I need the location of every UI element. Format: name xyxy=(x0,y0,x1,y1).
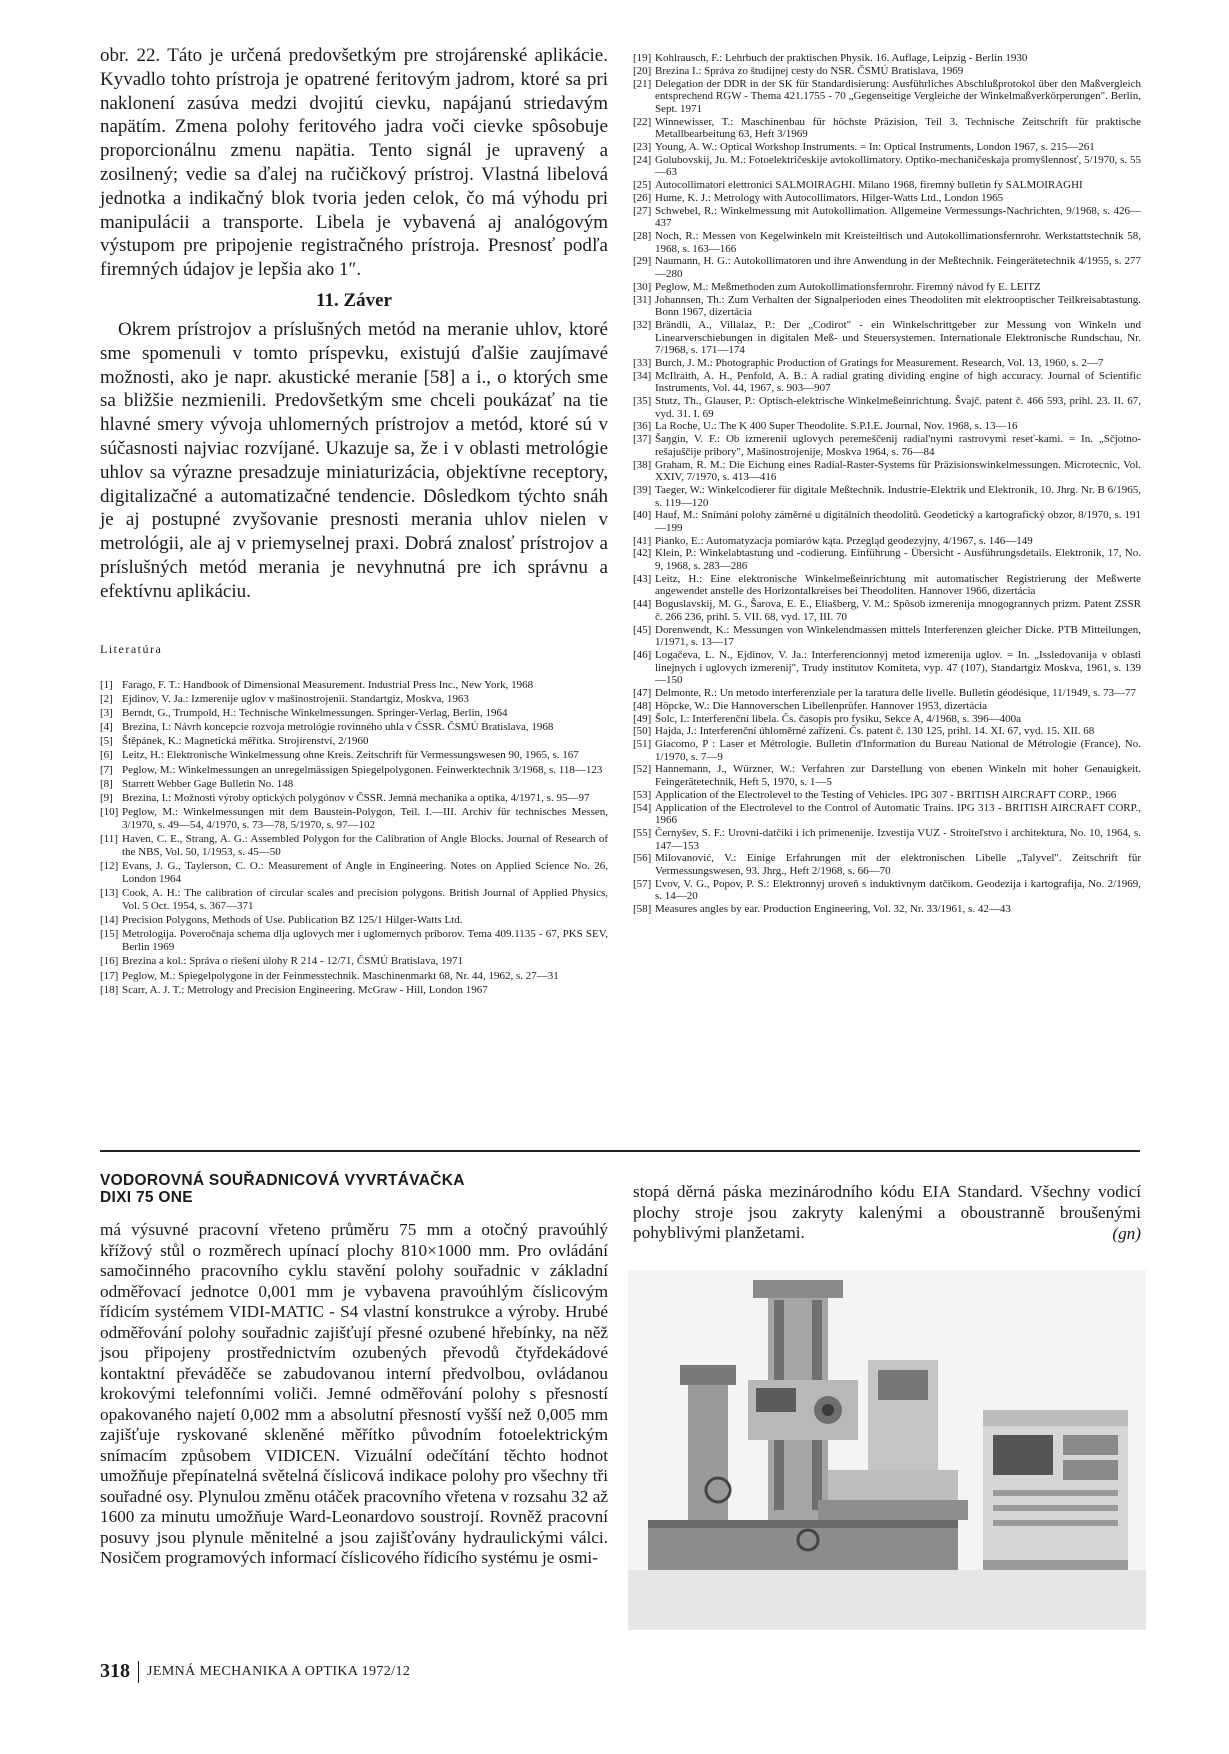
reference-item xyxy=(633,535,1141,548)
reference-text: Application of the Electrolevel to the Control of Automatic Trains. IPG 313 - BRITISH AIRCRAFT CORP., 1966 xyxy=(655,801,1141,827)
reference-number: [22] xyxy=(633,115,652,128)
reference-text: Burch, J. M.: Photographic Production of Gratings for Measurement. Research, Vol. 13, 1960, s. 2—7 xyxy=(655,356,1104,369)
reference-text: Černyšev, S. F.: Urovni-datčiki i ich primenenije. Izvestija VUZ - Stroiteľstvo i architektura, No. 10, 1964, s. 147—153 xyxy=(655,826,1141,852)
reference-item xyxy=(633,294,1141,319)
reference-text: Dorenwendt, K.: Messungen von Winkelendmassen mittels Interferenzen gleicher Dicke. PTB Mitteilungen, 1/1971, s. 13—17 xyxy=(655,623,1141,649)
reference-item xyxy=(633,192,1141,205)
reference-number: [49] xyxy=(633,712,652,725)
reference-number: [12] xyxy=(100,860,119,873)
section-heading: 11. Záver xyxy=(316,289,392,311)
reference-text: Ejdinov, V. Ja.: Izmerenije uglov v mašinostrojenii. Standartgiz, Moskva, 1963 xyxy=(122,692,469,705)
reference-list-left xyxy=(100,679,608,997)
reference-number: [43] xyxy=(633,572,652,585)
reference-item xyxy=(100,984,608,997)
reference-text: Brezina I.: Správa zo študijnej cesty do NSR. ČSMÚ Bratislava, 1969 xyxy=(655,64,964,77)
reference-number: [1] xyxy=(100,678,113,691)
machine-photo xyxy=(628,1270,1146,1630)
reference-item xyxy=(633,878,1141,903)
reference-number: [35] xyxy=(633,395,652,408)
reference-item xyxy=(633,319,1141,357)
reference-text: Taeger, W.: Winkelcodierer für digitale Meßtechnik. Industrie-Elektrik und Elektronik, 10. Jhrg. Nr. B 6/1965, s. 119—120 xyxy=(655,483,1141,509)
reference-number: [11] xyxy=(100,833,118,846)
reference-number: [32] xyxy=(633,318,652,331)
footer-divider xyxy=(138,1661,139,1683)
reference-item xyxy=(633,230,1141,255)
intro-paragraph: obr. 22. Táto je určená predovšetkým pre strojárenské aplikácie. Kyvadlo tohto prístroja je opatrené feritovým jadrom, ktoré sa pri naklonení zasúva medzi dvojitú cievku, napájanú striedavým napätím. Zmena polohy feritového jadra voči cievke spôsobuje proporcionálnu zmenu napätia. Tento signál je upravený a zosilnený; vedie sa ďalej na ručičkový prístroj. Vlastná libelová jednotka a indikačný blok tvoria jeden celok, čo má výhodu pri manipulácii a transporte. Libela je vybavená aj analógovým výstupom pre pripojenie registračného prístroja. Presnosť podľa firemných údajov je lepšia ako 1″. xyxy=(100,45,608,281)
reference-number: [3] xyxy=(100,706,113,719)
reference-item xyxy=(633,179,1141,192)
reference-number: [2] xyxy=(100,692,113,705)
reference-text: Starrett Webber Gage Bulletin No. 148 xyxy=(122,777,294,790)
reference-text: Noch, R.: Messen von Kegelwinkeln mit Kreisteiltisch und Autokollimationsfernrohr. Werkstattstechnik 58, 1968, s. 163—166 xyxy=(655,230,1141,255)
reference-text: Evans, J. G., Taylerson, C. O.: Measurement of Angle in Engineering. Notes on Applied Science No. 26, London 1964 xyxy=(122,860,608,885)
reference-text: Scarr, A. J. T.: Metrology and Precision Engineering. McGraw - Hill, London 1967 xyxy=(122,983,488,996)
reference-item xyxy=(633,484,1141,509)
reference-number: [57] xyxy=(633,877,652,890)
reference-number: [39] xyxy=(633,483,652,496)
reference-item xyxy=(633,370,1141,395)
reference-item xyxy=(633,281,1141,294)
reference-text: Precision Polygons, Methods of Use. Publication BZ 125/1 Hilger-Watts Ltd. xyxy=(122,914,463,927)
reference-item xyxy=(633,255,1141,280)
reference-text: Peglow, M.: Winkelmessungen an unregelmässigen Spiegelpolygonen. Feinwerktechnik 3/1968, s. 118—123 xyxy=(122,763,603,776)
reference-item xyxy=(633,763,1141,788)
reference-text: Johannsen, Th.: Zum Verhalten der Signalperioden eines Theodoliten mit elektrooptischer Teilkreisabtastung. Bonn 1967, dizertácia xyxy=(655,293,1141,319)
reference-number: [54] xyxy=(633,801,652,814)
section-divider xyxy=(100,1150,1140,1152)
reference-text: Graham, R. M.: Die Eichung eines Radial-Raster-Systems für Präzisionswinkelmessungen. Microtecnic, Vol. XXIV, 7/1970, s. 413—416 xyxy=(655,458,1141,484)
reference-item xyxy=(633,573,1141,598)
reference-text: Hannemann, J., Würzner, W.: Verfahren zur Darstellung von ebenen Winkeln mit hoher Genauigkeit. Feingerätetechnik, Heft 5, 1970, s. 1—5 xyxy=(655,763,1141,789)
reference-number: [8] xyxy=(100,777,113,790)
reference-number: [26] xyxy=(633,191,652,204)
reference-number: [28] xyxy=(633,230,652,242)
reference-item xyxy=(100,928,608,954)
reference-text: Peglow, M.: Meßmethoden zum Autokollimationsfernrohr. Firemný návod fy E. LEITZ xyxy=(655,280,1041,293)
reference-item xyxy=(633,395,1141,420)
reference-text: Stutz, Th., Glauser, P.: Optisch-elektrische Winkelmeßeinrichtung. Švajč. patent č. 466 593, prihl. 23. II. 67, vyd. 31. I. 69 xyxy=(655,395,1141,420)
reference-text: Štěpánek, K.: Magnetická měřítka. Strojírenství, 2/1960 xyxy=(122,735,369,748)
reference-text: Peglow, M.: Spiegelpolygone in der Feinmesstechnik. Maschinenmarkt 68, Nr. 44, 1962, s. 27—31 xyxy=(122,969,559,982)
reference-text: McIlraith, A. H., Penfold, A. B.: A radial grating dividing engine of high accuracy. Journal of Scientific Instruments, Vol. 44, 1967, s. 903—907 xyxy=(655,369,1141,395)
reference-text: Hauf, M.: Snímání polohy záměrné u digitálních theodolitů. Geodetický a kartografický obzor, 8/1970, s. 191—199 xyxy=(655,509,1141,534)
reference-item xyxy=(100,764,608,777)
reference-number: [36] xyxy=(633,420,652,433)
reference-text: Delmonte, R.: Un metodo interferenziale per la taratura delle livelle. Bulletin géodésique, 11/1949, s. 73—77 xyxy=(655,686,1137,699)
reference-number: [37] xyxy=(633,433,652,446)
reference-text: Peglow, M.: Winkelmessungen mit dem Baustein-Polygon, Teil. I.—III. Archiv für technisches Messen, 3/1970, s. 49—54, 4/1970, s. 73—78, 5/1970, s. 97—102 xyxy=(122,806,608,832)
reference-text: Hajda, J.: Interferenční úhloměrné zařízení. Čs. patent č. 130 125, prihl. 14. XI. 67, vyd. 15. XII. 68 xyxy=(655,725,1095,738)
reference-item xyxy=(100,679,608,692)
reference-item xyxy=(633,713,1141,726)
reference-number: [42] xyxy=(633,547,652,560)
reference-number: [10] xyxy=(100,806,119,819)
reference-item xyxy=(633,903,1141,916)
reference-item xyxy=(633,624,1141,649)
reference-number: [46] xyxy=(633,648,652,661)
reference-item xyxy=(633,598,1141,623)
reference-item xyxy=(100,693,608,706)
reference-number: [27] xyxy=(633,204,652,217)
journal-name: JEMNÁ MECHANIKA A OPTIKA 1972/12 xyxy=(147,1663,411,1679)
reference-number: [50] xyxy=(633,725,652,738)
reference-text: La Roche, U.: The K 400 Super Theodolite. S.P.I.E. Journal, Nov. 1968, s. 13—16 xyxy=(655,420,1018,433)
article-signature: (gn) xyxy=(1112,1223,1141,1243)
reference-text: Brezina, I.: Možnosti výroby optických polygónov v ČSSR. Jemná mechanika a optika, 4/1971, s. 95—97 xyxy=(122,792,590,805)
page-footer xyxy=(100,1660,410,1683)
reference-text: Brezina a kol.: Správa o riešení úlohy R 214 - 12/71, ČSMÚ Bratislava, 1971 xyxy=(122,955,463,968)
reference-item xyxy=(633,547,1141,572)
reference-text: Measures angles by ear. Production Engineering, Vol. 32, Nr. 33/1961, s. 42—43 xyxy=(655,903,1011,916)
reference-list-right xyxy=(633,52,1141,916)
reference-item xyxy=(633,116,1141,141)
reference-number: [55] xyxy=(633,826,652,839)
reference-text: Berndt, G., Trumpold, H.: Technische Winkelmessungen. Springer-Verlag, Berlin, 1964 xyxy=(122,706,508,719)
reference-number: [21] xyxy=(633,77,652,90)
reference-text: Ľvov, V. G., Popov, P. S.: Elektronnyj uroveň s induktivnym datčikom. Geodezija i kartografija, No. 2/1969, s. 14—20 xyxy=(655,877,1141,903)
reference-text: Pianko, E.: Automatyzacja pomiarów kąta. Przegląd geodezyjny, 4/1967, s. 146—149 xyxy=(655,534,1033,547)
article-right-text: stopá děrná páska mezinárodního kódu EIA Standard. Všechny vodicí plochy stroje jsou zakryty kalenými a oboustranně broušenými pohyblivými planžetami. xyxy=(633,1182,1141,1242)
reference-number: [9] xyxy=(100,792,113,805)
reference-item xyxy=(633,738,1141,763)
reference-text: Schwebel, R.: Winkelmessung mit Autokollimation. Allgemeine Vermessungs-Nachrichten, 9/1968, s. 426—437 xyxy=(655,204,1141,230)
reference-item xyxy=(633,509,1141,534)
reference-number: [29] xyxy=(633,255,652,268)
reference-item xyxy=(633,789,1141,802)
reference-text: Golubovskij, Ju. M.: Fotoelektričeskije avtokollimatory. Optiko-mechaničeskaja promyšlennosť, 5/1970, s. 55—63 xyxy=(655,153,1141,179)
reference-text: Leitz, H.: Eine elektronische Winkelmeßeinrichtung mit automatischer Registrierung der Meßwerte angewendet anstelle des Horizontalkreises bei Theodoliten. Hannover 1966, dizertácia xyxy=(655,572,1141,598)
reference-item xyxy=(100,833,608,859)
right-column xyxy=(633,52,1141,916)
reference-text: Naumann, H. G.: Autokollimatoren und ihre Anwendung in der Meßtechnik. Feingerätetechnik 4/1955, s. 277—280 xyxy=(655,255,1141,280)
article-right-column xyxy=(633,1182,1141,1244)
reference-number: [14] xyxy=(100,914,119,927)
reference-text: Autocollimatori elettronici SALMOIRAGHI. Milano 1968, firemný bulletin fy SALMOIRAGHI xyxy=(655,179,1083,192)
reference-item xyxy=(100,778,608,791)
reference-item xyxy=(633,725,1141,738)
reference-text: Cook, A. H.: The calibration of circular scales and precision polygons. British Journal of Applied Physics, Vol. 5 Oct. 1954, s. 367—371 xyxy=(122,887,608,912)
conclusion-paragraph: Okrem prístrojov a príslušných metód na meranie uhlov, ktoré sme spomenuli v tomto príspevku, existujú ďalšie zaujímavé možnosti, ako je napr. akustické meranie [58] a i., o ktorých sme sa bližšie nezmienili. Predovšetkým sme chceli poukázať na tie hlavné smery vývoja uhlomerných prístrojov a metód, ktoré sú v súčasnosti najviac rozvíjané. Ukazuje sa, že i v oblasti metrológie uhlov sa výrazne presadzuje miniaturizácia, objektívne receptory, digitalizačné a automatizačné tendencie. Dôsledkom týchto snáh je aj postupné zvyšovanie presnosti merania uhlov nielen v metrológii, ale aj v priemyselnej praxi. Dobrá znalosť prístrojov a príslušných metód merania je nevyhnutná pre ich správnu a efektívnu aplikáciu. xyxy=(100,318,608,602)
reference-item xyxy=(633,65,1141,78)
reference-number: [33] xyxy=(633,356,652,369)
reference-number: [7] xyxy=(100,763,113,776)
reference-number: [24] xyxy=(633,153,652,166)
reference-number: [4] xyxy=(100,721,113,734)
reference-item xyxy=(100,970,608,983)
reference-number: [41] xyxy=(633,534,652,547)
reference-number: [15] xyxy=(100,928,119,941)
reference-text: Haven, C. E., Strang, A. G.: Assembled Polygon for the Calibration of Angle Blocks. Journal of Research of the NBS, Vol. 50, 1/1953, s. 45—50 xyxy=(122,833,608,858)
reference-text: Hume, K. J.: Metrology with Autocollimators. Hilger-Watts Ltd., London 1965 xyxy=(655,191,1004,204)
reference-item xyxy=(100,860,608,886)
reference-number: [40] xyxy=(633,509,652,522)
article-title-line2: DIXI 75 ONE xyxy=(100,1189,193,1206)
reference-number: [17] xyxy=(100,969,119,982)
reference-item xyxy=(100,887,608,913)
article-title xyxy=(100,1172,620,1206)
reference-item xyxy=(100,806,608,832)
reference-item xyxy=(633,205,1141,230)
reference-number: [30] xyxy=(633,280,652,293)
reference-item xyxy=(633,357,1141,370)
article-left-column xyxy=(100,1220,608,1569)
reference-text: Klein, P.: Winkelabtastung und -codierung. Einführung - Übersicht - Ausführungsdetails. Elektronik, 17, No. 9, 1968, s. 283—286 xyxy=(655,547,1141,573)
reference-item xyxy=(633,433,1141,458)
reference-item xyxy=(633,78,1141,116)
reference-text: Leitz, H.: Elektronische Winkelmessung ohne Kreis. Zeitschrift für Vermessungswesen 90, 1965, s. 167 xyxy=(122,749,579,762)
reference-number: [23] xyxy=(633,140,652,153)
reference-item xyxy=(633,420,1141,433)
reference-text: Brändli, A., Villalaz, P.: Der „Codirot" - ein Winkelschrittgeber zur Messung von Winkeln und Linearverschiebungen in digitalen Meß- und Steuersystemen. Internationale Elektronische Rundschau, Nr. 7/1968, s. 171—174 xyxy=(655,318,1141,357)
reference-number: [16] xyxy=(100,955,119,968)
page-number: 318 xyxy=(100,1660,130,1682)
left-column xyxy=(100,44,608,998)
article-left-text: má výsuvné pracovní vřeteno průměru 75 mm a otočný pravoúhlý křížový stůl o rozměrech upínací plochy 810×1000 mm. Pro ovládání samočinného pracovního cyklu stavění polohy souřadnic v základní odměřovací jednotce 0,001 mm je vybavena pravoúhlým číslicovým řídicím systémem VIDI-MATIC - S4 vlastní konstrukce a výroby. Hrubé odměřování polohy souřadnic zajišťují přesné ozubené hřebínky, na něž jsou připojeny prostřednictvím ozubených převodů čtyřdekádové kontaktní převáděče se zabudovanou interní předvolbou, ovládanou krokovými telefonními voliči. Jemné odměřování polohy s přesností opakovaného najetí 0,002 mm a absolutní přesností vyšší než 0,005 mm zajišťuje ryskované skleněné měřítko původním fotoelektrickým snímacím způsobem VIDICEN. Vizuální odečítání těchto hodnot umožňuje přepínatelná světelná číslicová indikace polohy pro všechny tři souřadné osy. Plynulou změnu otáček pracovního vřetena v rozsahu 32 až 1600 za minutu umožňuje Ward-Leonardovo soustrojí. Rovněž pracovní posuvy jsou plynule měnitelné a jsou zajišťovány hydraulickými válci. Nosičem programových informací číslicového řídicího systému je osmi- xyxy=(100,1220,608,1567)
literature-title: Literatúra xyxy=(100,641,163,656)
reference-text: Winnewisser, T.: Maschinenbau für höchste Präzision, Teil 3. Technische Zeitschrift für praktische Metallbearbeitung 63, Heft 3/1969 xyxy=(655,115,1141,141)
reference-item xyxy=(633,802,1141,827)
reference-item xyxy=(633,852,1141,877)
reference-number: [20] xyxy=(633,64,652,77)
reference-item xyxy=(633,52,1141,65)
reference-number: [48] xyxy=(633,699,652,712)
reference-text: Brezina, I.: Návrh koncepcie rozvoja metrológie rovinného uhla v ČSSR. ČSMÚ Bratislava, 1968 xyxy=(122,721,554,734)
reference-text: Šaŋgin, V. F.: Ob izmerenii uglovych peremeščenij radial'nymi rastrovymi reseť-kami. = In. „Sčjotno-rešajuščije pribory", Mašinostrojenije, Moskva 1964, s. 76—84 xyxy=(655,433,1141,458)
reference-number: [56] xyxy=(633,852,652,865)
reference-text: Application of the Electrolevel to the Testing of Vehicles. IPG 307 - BRITISH AIRCRAFT CORP., 1966 xyxy=(655,788,1117,801)
reference-item xyxy=(100,749,608,762)
reference-item xyxy=(100,735,608,748)
reference-text: Giacomo, P : Laser et Métrologie. Bulletin d'Information du Bureau National de Métrologie (France), No. 1/1970, s. 7—9 xyxy=(655,738,1141,763)
reference-text: Milovanović, V.: Einige Erfahrungen mit der elektronischen Libelle „Talyvel". Zeitschrift für Vermessungswesen, 93. Jhrg., Heft 2/1968, s. 66—70 xyxy=(655,852,1141,877)
boring-machine-illustration xyxy=(628,1270,1146,1630)
reference-number: [44] xyxy=(633,598,652,611)
reference-number: [38] xyxy=(633,458,652,471)
reference-text: Kohlrausch, F.: Lehrbuch der praktischen Physik. 16. Auflage, Leipzig - Berlin 1930 xyxy=(655,52,1028,64)
reference-number: [51] xyxy=(633,738,652,751)
reference-number: [5] xyxy=(100,735,113,748)
reference-item xyxy=(100,707,608,720)
reference-text: Boguslavskij, M. G., Šarova, E. E., Eliašberg, V. M.: Spôsob izmerenija mnogogrannych prizm. Patent ZSSR č. 266 236, prihl. 5. VII. 68, vyd. 17, III. 70 xyxy=(655,598,1141,623)
reference-number: [58] xyxy=(633,903,652,916)
reference-item xyxy=(633,687,1141,700)
reference-item xyxy=(633,154,1141,179)
reference-item xyxy=(633,827,1141,852)
reference-number: [18] xyxy=(100,983,119,996)
reference-number: [45] xyxy=(633,623,652,636)
reference-item xyxy=(633,459,1141,484)
reference-number: [25] xyxy=(633,179,652,192)
reference-text: Delegation der DDR in der SK für Standardisierung: Ausführliches Abschlußprotokol über den Maßvergleich entsprechend RGW - Thema 421.1755 - 70 „Gegenseitige Vergleiche der Winkelmaßverkörperungen". Berlin, Sept. 1971 xyxy=(655,77,1141,115)
reference-item xyxy=(100,914,608,927)
reference-item xyxy=(100,721,608,734)
reference-item xyxy=(633,649,1141,687)
reference-number: [52] xyxy=(633,763,652,776)
reference-item xyxy=(633,141,1141,154)
reference-number: [6] xyxy=(100,749,113,762)
reference-text: Logačeva, L. N., Ejdinov, V. Ja.: Interferencionnyj metod izmerenija uglov. = In. „Issledovanija v oblasti linejnych i uglovych izmerenij", Trudy institutov Komiteta, vyp. 47 (107), Standartgiz Moskva, 1961, s. 139—150 xyxy=(655,648,1141,687)
reference-number: [34] xyxy=(633,369,652,382)
reference-text: Farago, F. T.: Handbook of Dimensional Measurement. Industrial Press Inc., New York, 1968 xyxy=(122,678,534,691)
reference-number: [13] xyxy=(100,887,119,900)
reference-number: [19] xyxy=(633,52,652,64)
reference-number: [53] xyxy=(633,788,652,801)
reference-text: Šolc, I.: Interferenční libela. Čs. časopis pro fysiku, Sekce A, 4/1968, s. 396—400a xyxy=(655,712,1021,725)
reference-item xyxy=(100,955,608,968)
reference-text: Young, A. W.: Optical Workshop Instruments. = In: Optical Instruments, London 1967, s. 215—261 xyxy=(655,140,1095,153)
article-title-line1: VODOROVNÁ SOUŘADNICOVÁ VYVRTÁVAČKA xyxy=(100,1172,465,1189)
reference-text: Metrologija. Poveročnaja schema dlja uglovych mer i uglomernych priborov. Tema 409.1135 - 67, PKS SEV, Berlin 1969 xyxy=(122,928,608,954)
reference-text: Höpcke, W.: Die Hannoverschen Libellenprüfer. Hannover 1953, dizertácia xyxy=(655,699,988,712)
reference-item xyxy=(633,700,1141,713)
reference-item xyxy=(100,792,608,805)
reference-number: [31] xyxy=(633,293,652,306)
reference-number: [47] xyxy=(633,686,652,699)
